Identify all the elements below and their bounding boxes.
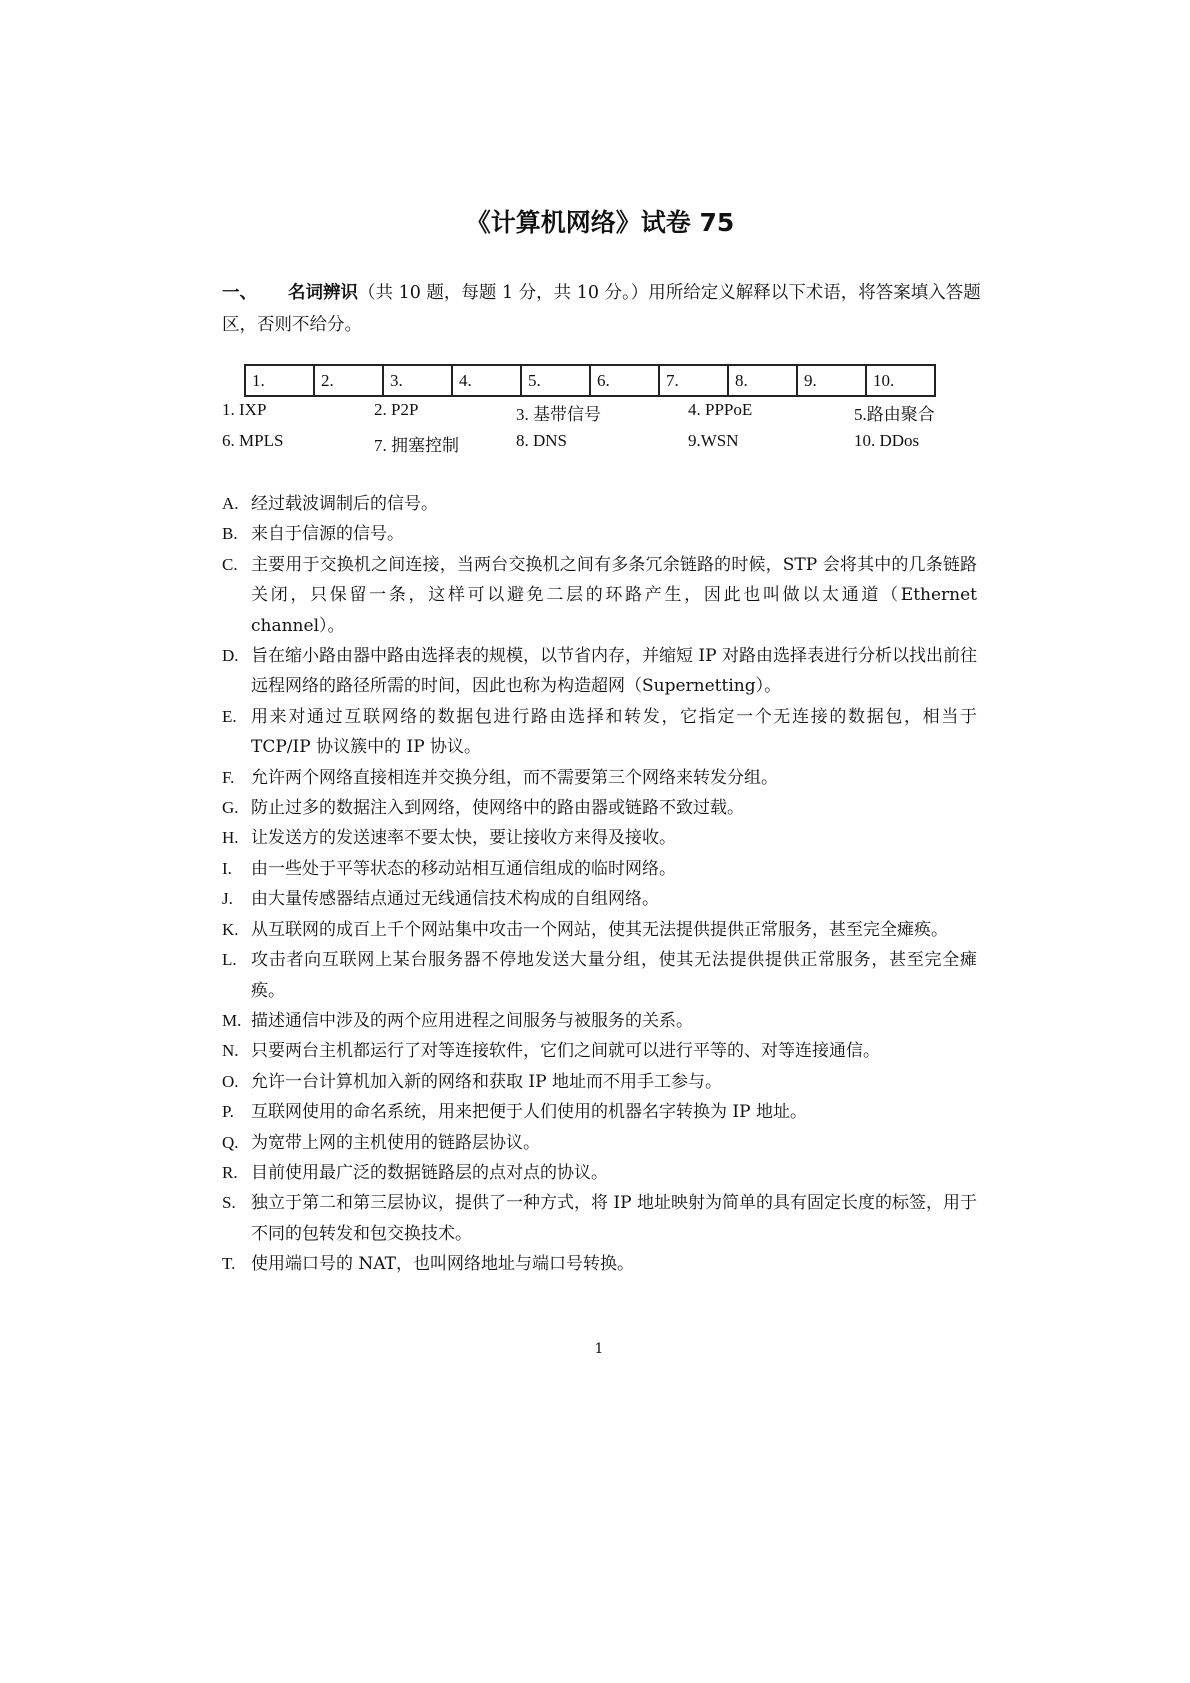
definition-text: 描述通信中涉及的两个应用进程之间服务与被服务的关系。 <box>251 1010 693 1031</box>
term-item: 6. MPLS <box>222 431 284 450</box>
answer-cell[interactable]: 8. <box>728 365 797 396</box>
answer-cell[interactable]: 10. <box>866 365 935 396</box>
definition-text: 主要用于交换机之间连接，当两台交换机之间有多条冗余链路的时候，STP 会将其中的几条链路关闭，只保留一条，这样可以避免二层的环路产生，因此也叫做以太通道（Ethernet channel）。 <box>251 554 977 636</box>
answer-cell[interactable]: 7. <box>659 365 728 396</box>
page-title: 《计算机网络》试卷 75 <box>465 208 735 237</box>
definition-text: 从互联网的成百上千个网站集中攻击一个网站，使其无法提供提供正常服务，甚至完全瘫痪。 <box>251 919 948 940</box>
definition-item <box>222 550 977 641</box>
definition-letter: S. <box>222 1193 236 1213</box>
definition-item <box>222 884 977 914</box>
answer-grid <box>244 364 936 397</box>
definition-item <box>222 793 977 823</box>
term-item: 3. 基带信号 <box>516 405 601 424</box>
definition-item <box>222 823 977 853</box>
definition-item <box>222 915 977 945</box>
section-intro: （共 10 题，每题 1 分，共 10 分。）用所给定义解释以下术语，将答案填入答题区，否则不给分。 <box>222 283 981 335</box>
term-item: 5.路由聚合 <box>854 405 935 424</box>
definition-item <box>222 1188 977 1249</box>
definition-letter: J. <box>222 889 233 909</box>
definition-letter: I. <box>222 858 232 878</box>
term-item: 4. PPPoE <box>688 400 753 419</box>
section-heading: 名词辨识 <box>288 283 358 303</box>
term-item: 9.WSN <box>688 431 739 450</box>
answer-cell[interactable]: 5. <box>521 365 590 396</box>
definition-item <box>222 945 977 1006</box>
section-number: 一、 <box>222 283 257 303</box>
term-item: 8. DNS <box>516 431 568 450</box>
definition-item <box>222 1158 977 1188</box>
definition-item <box>222 489 977 519</box>
definition-item <box>222 763 977 793</box>
definition-text: 让发送方的发送速率不要太快，要让接收方来得及接收。 <box>251 828 676 849</box>
term-item: 2. P2P <box>374 400 419 419</box>
definition-letter: E. <box>222 706 237 726</box>
definition-text: 来自于信源的信号。 <box>251 524 404 545</box>
definition-letter: D. <box>222 646 239 666</box>
definition-text: 由一些处于平等状态的移动站相互通信组成的临时网络。 <box>251 858 676 879</box>
definition-text: 只要两台主机都运行了对等连接软件，它们之间就可以进行平等的、对等连接通信。 <box>251 1041 880 1062</box>
definition-letter: F. <box>222 767 235 787</box>
definition-letter: B. <box>222 524 238 544</box>
definition-letter: R. <box>222 1162 238 1182</box>
definition-text: 防止过多的数据注入到网络，使网络中的路由器或链路不致过载。 <box>251 798 744 819</box>
definition-item <box>222 1036 977 1066</box>
definition-letter: K. <box>222 919 239 939</box>
definition-text: 独立于第二和第三层协议，提供了一种方式，将 IP 地址映射为简单的具有固定长度的标签，用于不同的包转发和包交换技术。 <box>251 1193 977 1244</box>
definition-item <box>222 1097 977 1127</box>
definition-text: 旨在缩小路由器中路由选择表的规模，以节省内存，并缩短 IP 对路由选择表进行分析以找出前往远程网络的路径所需的时间，因此也称为构造超网（Supernetting）。 <box>251 646 977 697</box>
answer-cell[interactable]: 9. <box>797 365 866 396</box>
definition-item <box>222 1067 977 1097</box>
definition-letter: G. <box>222 798 239 818</box>
definition-letter: O. <box>222 1071 239 1091</box>
definition-item <box>222 519 977 549</box>
answer-cell[interactable]: 4. <box>452 365 521 396</box>
definition-text: 经过载波调制后的信号。 <box>251 494 438 514</box>
definition-letter: A. <box>222 494 239 513</box>
definition-letter: T. <box>222 1254 236 1274</box>
definition-text: 用来对通过互联网络的数据包进行路由选择和转发，它指定一个无连接的数据包，相当于 TCP/IP 协议簇中的 IP 协议。 <box>251 706 977 758</box>
term-item: 10. DDos <box>854 431 920 450</box>
definition-letter: Q. <box>222 1132 239 1152</box>
definition-text: 为宽带上网的主机使用的链路层协议。 <box>251 1132 540 1153</box>
definition-text: 攻击者向互联网上某台服务器不停地发送大量分组，使其无法提供提供正常服务，甚至完全瘫痪。 <box>251 950 977 1001</box>
definition-item <box>222 702 977 763</box>
definition-letter: H. <box>222 828 239 848</box>
definition-list <box>222 489 977 1280</box>
definition-text: 由大量传感器结点通过无线通信技术构成的自组网络。 <box>251 889 659 910</box>
definition-item <box>222 1128 977 1158</box>
definition-letter: C. <box>222 554 238 574</box>
definition-text: 互联网使用的命名系统，用来把便于人们使用的机器名字转换为 IP 地址。 <box>251 1102 807 1123</box>
definition-text: 使用端口号的 NAT，也叫网络地址与端口号转换。 <box>251 1254 634 1275</box>
answer-cell[interactable]: 1. <box>245 365 314 396</box>
definition-item <box>222 1006 977 1036</box>
definition-letter: L. <box>222 950 237 970</box>
definition-text: 允许两个网络直接相连并交换分组，而不需要第三个网络来转发分组。 <box>251 767 778 788</box>
definition-text: 允许一台计算机加入新的网络和获取 IP 地址而不用手工参与。 <box>251 1071 722 1092</box>
definition-text: 目前使用最广泛的数据链路层的点对点的协议。 <box>251 1162 608 1183</box>
answer-cell[interactable]: 6. <box>590 365 659 396</box>
section-1-header <box>222 277 982 341</box>
definition-item <box>222 641 977 702</box>
definition-letter: P. <box>222 1102 234 1122</box>
definition-item <box>222 854 977 884</box>
page-number: 1 <box>594 1341 604 1357</box>
answer-cell[interactable]: 2. <box>314 365 383 396</box>
definition-letter: N. <box>222 1041 239 1061</box>
definition-item <box>222 1249 977 1279</box>
answer-cell[interactable]: 3. <box>383 365 452 396</box>
term-item: 7. 拥塞控制 <box>374 436 459 455</box>
term-item: 1. IXP <box>222 400 267 419</box>
definition-letter: M. <box>222 1010 242 1030</box>
